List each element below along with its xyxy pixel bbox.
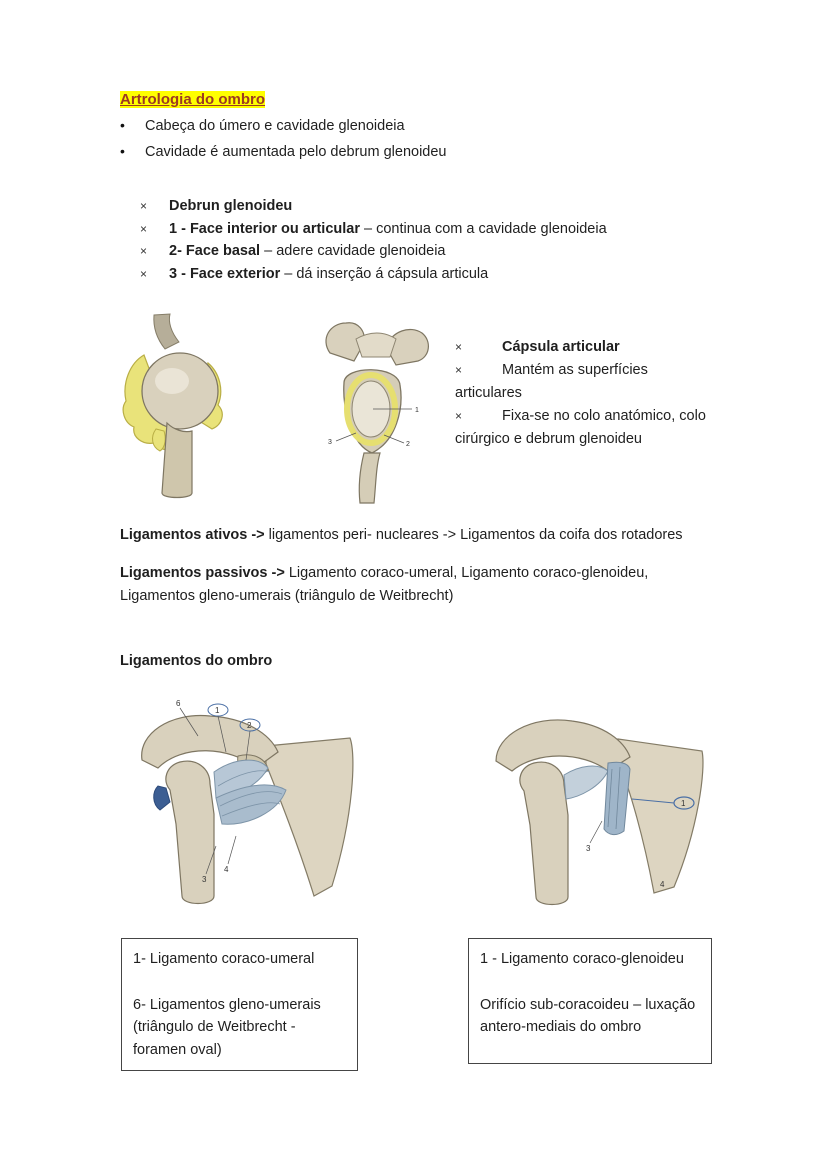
cross-bullet-icon: ×	[140, 199, 148, 213]
figure-label: 3	[586, 844, 591, 853]
figure-label: 4	[660, 880, 665, 889]
caption-line: 1 - Ligamento coraco-glenoideu	[480, 951, 684, 967]
figure-label: 2	[247, 721, 252, 730]
figure-label: 3	[328, 439, 332, 446]
list-item	[120, 113, 640, 139]
bullet-text: Cabeça do úmero e cavidade glenoideia	[145, 118, 405, 134]
item-text: – continua com a cavidade glenoideia	[359, 220, 607, 237]
figure-ligamento-coraco-glenoideu	[468, 699, 712, 919]
bullet-icon: •	[120, 143, 125, 159]
item-bold-text: 3 - Face exterior	[169, 265, 281, 282]
paragraph-bold-text: Ligamentos ativos ->	[120, 527, 265, 543]
section-heading: Ligamentos do ombro	[120, 653, 273, 669]
caption-box-coraco-glenoideu	[468, 938, 712, 1064]
caption-box-coraco-umeral	[121, 938, 358, 1071]
figure-glenoid-cavity	[300, 313, 450, 505]
cross-bullet-icon: ×	[140, 244, 148, 258]
caption-line: 1- Ligamento coraco-umeral	[133, 951, 315, 967]
list-item	[140, 240, 680, 263]
title-block	[120, 91, 265, 108]
paragraph-ligamentos-passivos	[120, 562, 720, 608]
capsula-list	[455, 336, 717, 451]
item-bold-text: 2- Face basal	[169, 243, 261, 259]
figure-ligaments-anterior	[118, 694, 360, 920]
list-item	[455, 405, 717, 451]
figure-label: 6	[176, 699, 181, 708]
item-bold-text: Debrun glenoideu	[169, 198, 293, 214]
caption-line: Orifício sub-coracoideu – luxação antero-mediais do ombro	[480, 996, 696, 1035]
list-item	[140, 263, 680, 286]
cross-bullet-icon: ×	[455, 363, 463, 377]
cross-bullet-icon: ×	[140, 221, 148, 236]
cross-bullet-icon: ×	[455, 340, 463, 354]
bullet-text: Cavidade é aumentada pelo debrum glenoideu	[145, 144, 447, 160]
figure-label: 4	[224, 865, 229, 874]
item-bold-text: Cápsula articular	[502, 339, 620, 355]
figure-label: 3	[202, 875, 207, 884]
figure-label: 1	[415, 407, 419, 414]
figure-label: 2	[406, 441, 410, 448]
cross-bullet-icon: ×	[140, 266, 148, 281]
figure-label: 1	[681, 799, 686, 808]
list-item	[455, 336, 717, 359]
caption-line: 6- Ligamentos gleno-umerais (triângulo de Weitbrecht - foramen oval)	[133, 996, 321, 1058]
list-item	[140, 195, 680, 218]
page-title: Artrologia do ombro	[120, 91, 265, 108]
list-item	[455, 359, 717, 405]
paragraph-text: ligamentos peri- nucleares -> Ligamentos da coifa dos rotadores	[264, 527, 683, 543]
list-item	[120, 139, 640, 165]
bullet-icon: •	[120, 117, 125, 133]
paragraph-text: Ligamento coraco-umeral, Ligamento coraco-glenoideu, Ligamentos gleno-umerais (triângulo de Weitbrecht)	[120, 565, 649, 604]
cross-bullet-icon: ×	[455, 409, 463, 423]
paragraph-ligamentos-ativos	[120, 524, 720, 547]
paragraph-bold-text: Ligamentos passivos ->	[120, 565, 285, 581]
figure-label: 1	[215, 706, 220, 715]
item-text: Mantém as superfícies articulares	[455, 362, 648, 401]
debrum-sublist	[140, 195, 680, 285]
item-text: Fixa-se no colo anatómico, colo cirúrgico e debrum glenoideu	[455, 408, 706, 447]
item-text: – dá inserção á cápsula articula	[280, 265, 489, 282]
item-bold-text: 1 - Face interior ou articular	[169, 220, 360, 237]
item-text: – adere cavidade glenoideia	[260, 243, 446, 259]
bullet-list	[120, 113, 640, 165]
figure-humeral-head-capsule	[120, 311, 236, 503]
list-item	[140, 218, 680, 241]
